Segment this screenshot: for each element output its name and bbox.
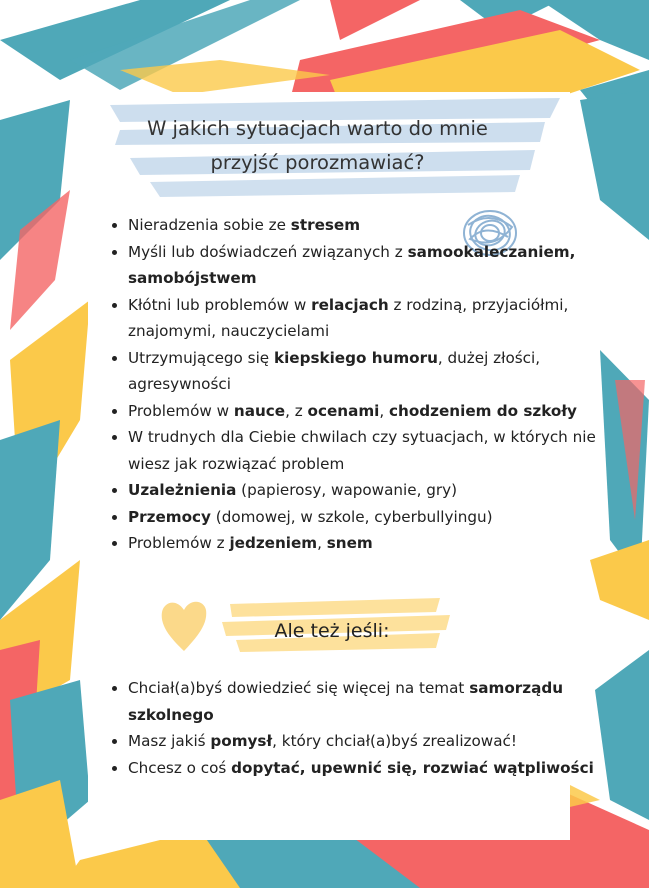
bold-text: Uzależnienia bbox=[128, 481, 237, 499]
list-item bbox=[128, 675, 598, 728]
situations-list bbox=[106, 212, 598, 557]
list-item bbox=[128, 292, 598, 345]
text: Chcesz o coś bbox=[128, 758, 232, 777]
text: , który chciał(a)byś zrealizować! bbox=[272, 732, 517, 750]
text: z rodziną, przyjaciółmi, znajomymi, nauczycielami bbox=[128, 295, 569, 340]
bold-text: samookaleczaniem, samobójstwem bbox=[128, 242, 576, 287]
bold-text: jedzeniem bbox=[229, 534, 318, 552]
list-item bbox=[128, 212, 598, 239]
list-item bbox=[128, 398, 598, 425]
list-item bbox=[128, 239, 598, 292]
bold-text: ocenami bbox=[307, 401, 380, 420]
list-item bbox=[128, 530, 598, 557]
text: , bbox=[317, 534, 327, 552]
text: , dużej złości, agresywności bbox=[128, 348, 541, 393]
list-item bbox=[128, 755, 598, 782]
bold-text: snem bbox=[326, 534, 373, 552]
bold-text: chodzeniem do szkoły bbox=[389, 401, 577, 420]
text: , bbox=[379, 401, 390, 420]
text: Nieradzenia sobie ze bbox=[128, 216, 291, 234]
list-item bbox=[128, 504, 598, 531]
text: W trudnych dla Ciebie chwilach czy sytuacjach, w których nie wiesz jak rozwiązać problem bbox=[128, 428, 596, 473]
text: (papierosy, wapowanie, gry) bbox=[236, 481, 458, 499]
page-title-line-1: W jakich sytuacjach warto do mnie bbox=[147, 117, 488, 140]
list-item bbox=[128, 345, 598, 398]
text: Kłótni lub problemów w bbox=[128, 295, 312, 314]
page-title-line-2: przyjść porozmawiać? bbox=[210, 151, 425, 174]
section-subtitle: Ale też jeśli: bbox=[274, 620, 390, 642]
bold-text: Przemocy bbox=[128, 507, 211, 526]
bold-text: relacjach bbox=[311, 295, 389, 314]
text: Masz jakiś bbox=[128, 732, 211, 750]
list-item bbox=[128, 728, 598, 755]
also-if-list bbox=[106, 675, 598, 781]
text: Myśli lub doświadczeń związanych z bbox=[128, 242, 408, 261]
text: Problemów z bbox=[128, 534, 230, 552]
text: Problemów w bbox=[128, 401, 234, 420]
text: (domowej, w szkole, cyberbullyingu) bbox=[210, 507, 493, 526]
heart-icon bbox=[158, 596, 210, 654]
list-item bbox=[128, 477, 598, 504]
list-item bbox=[128, 424, 598, 477]
bold-text: stresem bbox=[290, 216, 361, 234]
bold-text: dopytać, upewnić się, rozwiać wątpliwości bbox=[231, 758, 594, 777]
text: Chciał(a)byś dowiedzieć się więcej na temat bbox=[128, 679, 470, 697]
text: , z bbox=[285, 401, 308, 420]
bold-text: pomysł bbox=[210, 732, 273, 750]
bold-text: nauce bbox=[233, 401, 286, 420]
bold-text: kiepskiego humoru bbox=[273, 348, 438, 367]
bold-text: samorządu szkolnego bbox=[128, 679, 564, 724]
text: Utrzymującego się bbox=[128, 348, 274, 367]
